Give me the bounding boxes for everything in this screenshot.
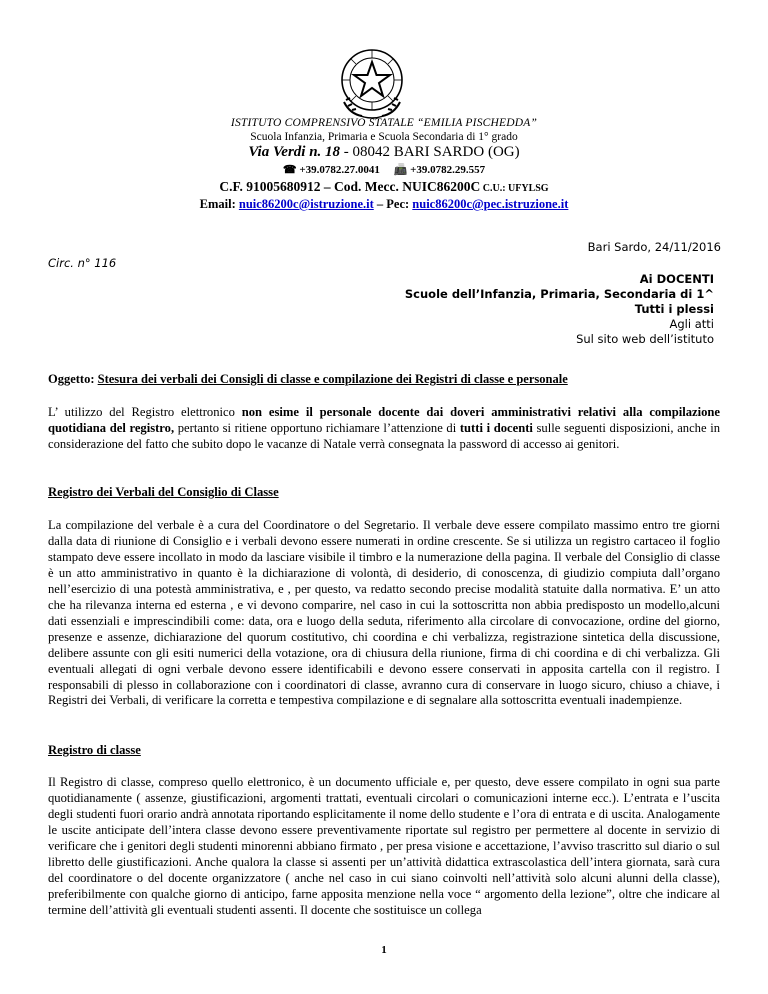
- place-date: Bari Sardo, 24/11/2016: [587, 240, 721, 254]
- fax-icon: 📠: [393, 164, 408, 176]
- phone-number: +39.0782.27.0041: [299, 164, 380, 176]
- fiscal-codes: [0, 179, 768, 195]
- pec-link[interactable]: nuic86200c@pec.istruzione.it: [412, 197, 569, 211]
- recipient-atti: Agli atti: [669, 317, 714, 331]
- institute-name: ISTITUTO COMPRENSIVO STATALE “EMILIA PISCHEDDA”: [230, 117, 538, 129]
- telephone-icon: ☎: [282, 164, 297, 176]
- recipient-website: Sul sito web dell’istituto: [576, 332, 714, 346]
- subject-text: Stesura dei verbali dei Consigli di classe e compilazione dei Registri di classe e personale: [97, 372, 568, 386]
- section-title-verbali: Registro dei Verbali del Consiglio di Classe: [48, 485, 279, 499]
- intro-text-1: L’ utilizzo del Registro elettronico: [48, 405, 242, 419]
- circular-number: Circ. n° 116: [48, 256, 117, 270]
- codes-cu: C.U.: UFYLSG: [480, 183, 549, 194]
- intro-paragraph: [48, 405, 720, 453]
- fax-number: +39.0782.29.557: [410, 164, 486, 176]
- subject-line: [48, 372, 568, 387]
- city: - 08042 BARI SARDO (OG): [340, 144, 520, 160]
- recipient-plessi: Tutti i plessi: [634, 302, 714, 316]
- intro-text-3: sulle seguenti disposizioni, anche in considerazione del fatto che subito dopo le vacanze di Natale verrà consegnata la password di accesso ai genitori.: [48, 420, 720, 451]
- school-address: [0, 144, 768, 161]
- email-line: [0, 197, 768, 212]
- section-body-registro: Il Registro di classe, compreso quello elettronico, è un documento ufficiale e, per questo, deve essere compilato in ogni sua parte quotidianamente ( assenze, giustificazioni, argomenti trattati, eventuali circolari o comunicazioni interne ecc.). L’entrata e l’uscita degli studenti fuori orario andrà annotata riportando esplicitamente il nome dello studente e l’ora di entrata e di uscita. Analogamente le uscite anticipate dell’intera classe devono essere preventivamente riportate sul registro per permettere al docente in servizio di verificare che i genitori degli studenti minorenni abbiano firmato , per presa visione e accettazione, l’avviso trascritto sul diario o sul libretto delle giustificazioni. Anche qualora la classe si assenti per un’attività didattica extrascolastica dell’intera giornata, sarà cura del coordinatore o del docente organizzatore ( anche nel caso in cui siano coinvolti nell’attività solo alcuni alunni della classe), preferibilmente con qualche giorno di anticipo, farne apposita menzione nella voce “ argomento della lezione”, oltre che indicare al termine dell’attività gli eventuali studenti assenti. Il docente che sostituisce un collega: [48, 775, 720, 917]
- recipient-schools: Scuole dell’Infanzia, Primaria, Secondaria di 1^: [404, 287, 714, 301]
- section-body-verbali: La compilazione del verbale è a cura del Coordinatore o del Segretario. Il verbale deve essere compilato massimo entro tre giorni dalla data di riunione di Consiglio e i verbali devono essere numerati in ordine crescente. Se si utilizza un registro cartaceo il foglio stampato deve essere incollato in modo da lasciare visibile il timbro e la numerazione della pagina. Il verbale del Consiglio di classe è un atto amministrativo in quanto è la dichiarazione di volontà, di desiderio, di conoscenza, di giudizio compiuta dall’organo nell’esercizio di una potestà amministrativa, e , per questo, va redatto secondo precise modalità statuite dalla normativa. E’ un atto che ha rilevanza interna ed esterna , e vi devono comparire, nel caso in cui la sottoscritta non abbia predisposto un modello,alcuni dati essenziali e imprescindibili come: data, ora e luogo della seduta, riferimento alla circolare di convocazione, ordine del giorno, presenze e assenze, dichiarazione del quorum costitutivo, chi coordina e chi verbalizza, registrazione sintetica della discussione, delibere assunte con gli esiti numerici della votazione, ora di chiusura della riunione, firma di chi coordina e di chi verbalizza. Gli eventuali allegati di ogni verbale devono essere identificabili e devono essere conservati in apposita cartella con il registro. I responsabili di plesso in collaborazione con i coordinatori di classe, avranno cura di conservare in luogo sicuro, chiuso a chiave, i Registri dei Verbali, di verificare la corretta e tempestiva compilazione e di segnalare alla sottoscritta eventuali inadempienze.: [48, 518, 720, 708]
- intro-text-2: pertanto si ritiene opportuno richiamare l’attenzione di: [174, 420, 460, 435]
- street: Via Verdi n. 18: [248, 144, 341, 160]
- intro-bold-2: tutti i docenti: [459, 420, 533, 435]
- email-link[interactable]: nuic86200c@istruzione.it: [238, 197, 374, 211]
- school-types: Scuola Infanzia, Primaria e Scuola Secondaria di 1° grado: [250, 131, 518, 143]
- pec-label: – Pec:: [373, 197, 413, 211]
- contact-line: [0, 163, 768, 176]
- republic-emblem: [330, 40, 414, 124]
- recipient-docenti: Ai DOCENTI: [639, 272, 714, 286]
- section-title-registro: Registro di classe: [48, 743, 141, 757]
- codes-main: C.F. 91005680912 – Cod. Mecc. NUIC86200C: [219, 179, 481, 194]
- subject-label: Oggetto:: [48, 372, 98, 386]
- page-number: 1: [381, 944, 387, 956]
- intro-bold-1: non esime il personale docente dai doveri amministrativi relativi alla compilazione quotidiana del registro,: [48, 405, 720, 435]
- email-label: Email:: [199, 197, 239, 211]
